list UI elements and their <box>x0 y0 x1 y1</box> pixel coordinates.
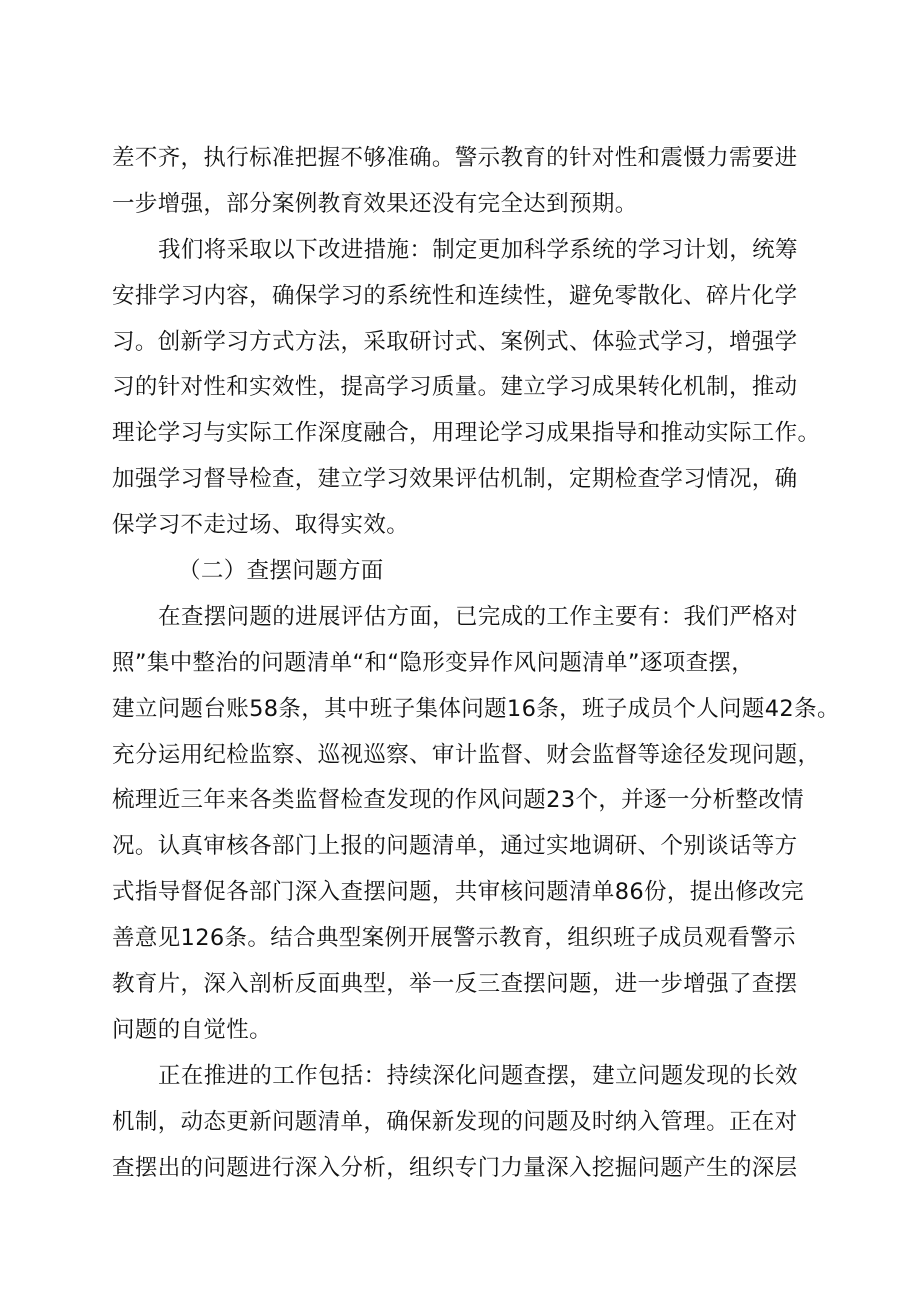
text-line: 差不齐，执行标准把握不够准确。警示教育的针对性和震慑力需要进 <box>112 145 798 171</box>
section-heading: （二）查摆问题方面 <box>178 558 384 585</box>
text-line: 保学习不走过场、取得实效。 <box>112 512 410 539</box>
text-line: 式指导督促各部门深入查摆问题，共审核问题清单86份，提出修改完 <box>112 879 804 906</box>
text-line: 善意见126条。结合典型案例开展警示教育，组织班子成员观看警示 <box>112 925 796 952</box>
text-line: 况。认真审核各部门上报的问题清单，通过实地调研、个别谈话等方 <box>112 833 798 860</box>
text-line: 充分运用纪检监察、巡视巡察、审计监督、财会监督等途径发现问题， <box>112 741 821 768</box>
text-line: 安排学习内容，确保学习的系统性和连续性，避免零散化、碎片化学 <box>112 282 798 309</box>
text-line: 问题的自觉性。 <box>112 1016 272 1043</box>
text-line: 建立问题台账58条，其中班子集体问题16条，班子成员个人问题42条。 <box>112 695 840 722</box>
text-line: 加强学习督导检查，建立学习效果评估机制，定期检查学习情况，确 <box>112 466 798 493</box>
text-line: 习的针对性和实效性，提高学习质量。建立学习成果转化机制，推动 <box>112 374 798 401</box>
text-line: 理论学习与实际工作深度融合，用理论学习成果指导和推动实际工作。 <box>112 420 821 447</box>
text-line: 照”集中整治的问题清单“和“隐形变异作风问题清单”逐项查摆， <box>112 649 755 676</box>
text-line: 查摆出的问题进行深入分析，组织专门力量深入挖掘问题产生的深层 <box>112 1154 798 1181</box>
paragraph-start-line: 正在推进的工作包括：持续深化问题查摆，建立问题发现的长效 <box>158 1062 798 1089</box>
text-line: 教育片，深入剖析反面典型，举一反三查摆问题，进一步增强了查摆 <box>112 971 798 998</box>
text-line: 梳理近三年来各类监督检查发现的作风问题23个，并逐一分析整改情 <box>112 787 804 814</box>
text-line: 一步增强，部分案例教育效果还没有完全达到预期。 <box>112 190 638 217</box>
document-body <box>112 136 840 1191</box>
paragraph-start-line: 我们将采取以下改进措施：制定更加科学系统的学习计划，统筹 <box>158 236 798 263</box>
paragraph-start-line: 在查摆问题的进展评估方面，已完成的工作主要有：我们严格对 <box>158 603 798 630</box>
text-line: 机制，动态更新问题清单，确保新发现的问题及时纳入管理。正在对 <box>112 1108 798 1135</box>
text-line: 习。创新学习方式方法，采取研讨式、案例式、体验式学习，增强学 <box>112 328 798 355</box>
